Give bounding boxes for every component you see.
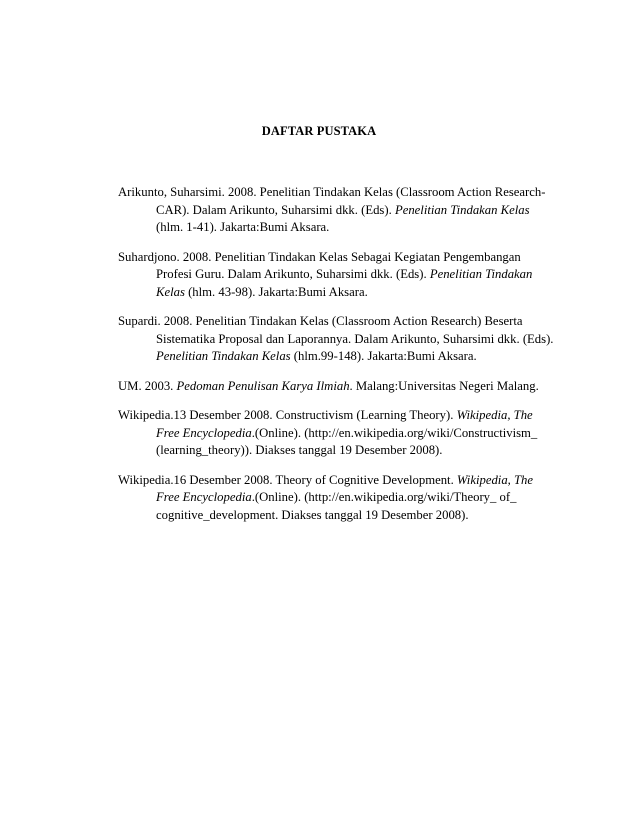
reference-italic-text: Penelitian Tindakan (429, 267, 533, 281)
reference-italic-text: Free Encyclopedia (156, 425, 252, 440)
reference-text: (learning_theory)). Diakses tanggal 19 Desember 2008). (156, 443, 443, 457)
reference-line (118, 472, 554, 490)
reference-line (118, 425, 554, 443)
reference-line (118, 442, 554, 460)
reference-line (118, 284, 554, 302)
reference-entry (118, 407, 554, 460)
reference-text: Sistematika Proposal dan Laporannya. Dalam Arikunto, Suharsimi dkk. (Eds). (156, 331, 554, 346)
reference-entry (118, 184, 554, 237)
reference-text: UM. 2003. (118, 378, 177, 393)
reference-text: Arikunto, Suharsimi. 2008. Penelitian Tindakan Kelas (Classroom Action Research- (118, 185, 546, 199)
reference-entry (118, 249, 554, 302)
reference-line (118, 219, 554, 237)
reference-italic-text: Kelas (156, 284, 185, 299)
reference-entry (118, 378, 554, 396)
reference-text: Supardi. 2008. Penelitian Tindakan Kelas (Classroom Action Research) Beserta (118, 314, 523, 328)
reference-italic-text: Wikipedia, The (456, 472, 534, 487)
reference-text: . Malang:Universitas Negeri Malang. (349, 378, 539, 393)
reference-entry (118, 313, 554, 366)
reference-text: Wikipedia.13 Desember 2008. Constructivism (Learning Theory). (118, 408, 457, 422)
reference-text: .(Online). (http://en.wikipedia.org/wiki/Theory_ of_ (251, 490, 517, 504)
reference-text: Wikipedia.16 Desember 2008. Theory of Cognitive Development. (118, 472, 457, 487)
reference-italic-text: Penelitian Tindakan Kelas (156, 349, 291, 363)
reference-text: (hlm.99-148). Jakarta:Bumi Aksara. (290, 349, 477, 363)
reference-text: CAR). Dalam Arikunto, Suharsimi dkk. (Eds). (156, 202, 395, 217)
reference-text: .(Online). (http://en.wikipedia.org/wiki/Constructivism_ (251, 425, 538, 440)
reference-line (118, 348, 554, 366)
reference-line (118, 407, 554, 425)
reference-italic-text: Penelitian Tindakan Kelas (394, 202, 530, 217)
reference-text: Profesi Guru. Dalam Arikunto, Suharsimi dkk. (Eds). (156, 267, 430, 281)
reference-text: (hlm. 43-98). Jakarta:Bumi Aksara. (184, 284, 368, 299)
reference-line (118, 249, 554, 267)
reference-line (118, 331, 554, 349)
reference-line (118, 378, 554, 396)
reference-entry (118, 472, 554, 525)
reference-italic-text: Pedoman Penulisan Karya Ilmiah (176, 378, 350, 393)
reference-line (118, 184, 554, 202)
reference-line (118, 202, 554, 220)
reference-text: Suhardjono. 2008. Penelitian Tindakan Kelas Sebagai Kegiatan Pengembangan (118, 249, 521, 264)
page-title: DAFTAR PUSTAKA (261, 124, 377, 138)
reference-text: cognitive_development. Diakses tanggal 19 Desember 2008). (156, 507, 469, 522)
reference-italic-text: Free Encyclopedia (156, 490, 252, 504)
reference-line (118, 507, 554, 525)
reference-italic-text: Wikipedia, The (456, 408, 533, 422)
reference-line (118, 266, 554, 284)
reference-list (118, 184, 554, 536)
reference-line (118, 489, 554, 507)
reference-text: (hlm. 1-41). Jakarta:Bumi Aksara. (156, 220, 330, 234)
reference-line (118, 313, 554, 331)
